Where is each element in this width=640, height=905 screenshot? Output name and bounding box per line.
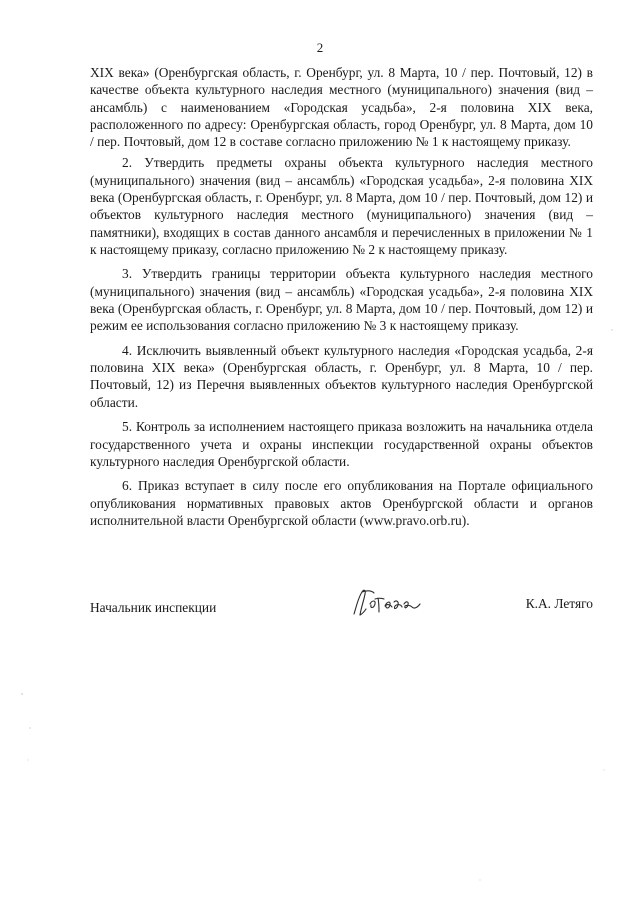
paragraph-item-6: 6. Приказ вступает в силу после его опубликования на Портале официального опубликования нормативных правовых актов Оренбургской области и органов исполнительной власти Оренбургской области (www.pravo.orb.ru).: [90, 478, 593, 528]
document-body: [90, 64, 593, 536]
signature-block: [90, 596, 593, 626]
paragraph-item-5: 5. Контроль за исполнением настоящего приказа возложить на начальника отдела государственного учета и охраны инспекции государственной охраны объектов культурного наследия Оренбургской области.: [90, 419, 593, 469]
paragraph-continuation: XIX века» (Оренбургская область, г. Оренбург, ул. 8 Марта, 10 / пер. Почтовый, 12) в качестве объекта культурного наследия местного (муниципального) значения (вид – ансамбль) с наименованием «Городская усадьба», 2-я половина XIX века, расположенного по адресу: Оренбургская область, город Оренбург, ул. 8 Марта, дом 10 / пер. Почтовый, дом 12 в составе согласно приложению № 1 к настоящему приказу.: [90, 65, 593, 150]
page-number: 2: [316, 40, 324, 55]
handwritten-signature: [348, 584, 438, 622]
signatory-name: К.А. Летяго: [525, 596, 593, 611]
paragraph-item-3: 3. Утвердить границы территории объекта культурного наследия местного (муниципального) значения (вид – ансамбль) «Городская усадьба», 2-я половина XIX века (Оренбургская область, г. Оренбург, ул. 8 Марта, дом 10 / пер. Почтовый, дом 12) и режим ее использования согласно приложению № 3 к настоящему приказу.: [90, 266, 593, 334]
signatory-position: Начальник инспекции: [90, 600, 217, 615]
paragraph-item-4: 4. Исключить выявленный объект культурного наследия «Городская усадьба, 2-я половина XIX века» (Оренбургская область, г. Оренбург, ул. 8 Марта, 10 / пер. Почтовый, 12) из Перечня выявленных объектов культурного наследия Оренбургской области.: [90, 342, 593, 410]
paragraph-item-2: 2. Утвердить предметы охраны объекта культурного наследия местного (муниципального) значения (вид – ансамбль) «Городская усадьба», 2-я половина XIX века (Оренбургская область, г. Оренбург, ул. 8 Марта, дом 10 / пер. Почтовый, дом 12) и объектов культурного наследия местного (муниципального) значения (вид – памятники), входящих в состав данного ансамбля и перечисленных в приложении № 1 к настоящему приказу, согласно приложению № 2 к настоящему приказу.: [90, 155, 593, 257]
